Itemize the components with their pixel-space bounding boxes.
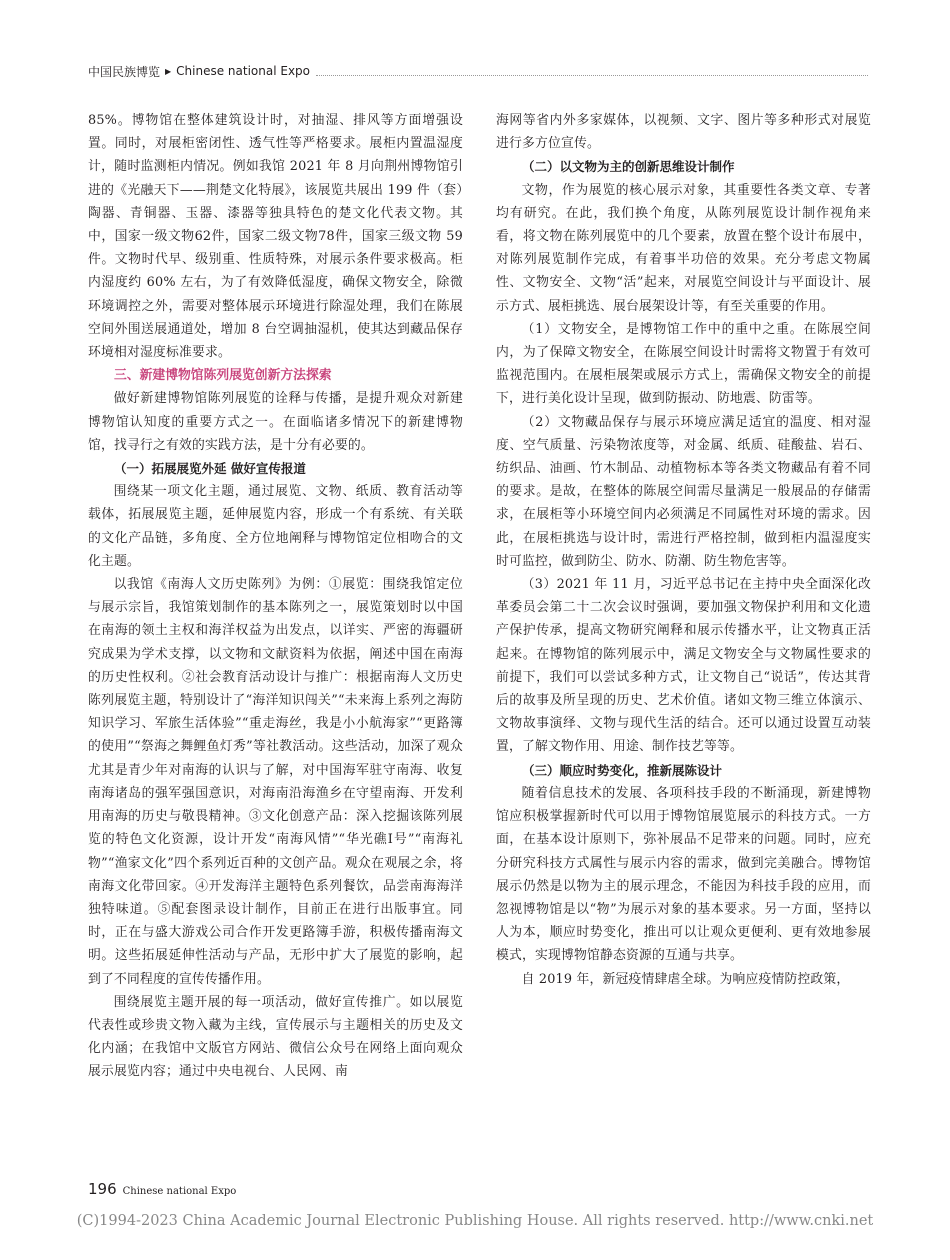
footer-journal-name: Chinese national Expo xyxy=(122,1186,237,1197)
right-column xyxy=(496,109,871,991)
paragraph: 围绕展览主题开展的每一项活动，做好宣传推广。如以展览代表性或珍贵文物入藏为主线，宣传展示与主题相关的历史及文化内涵；在我馆中文版官方网站、微信公众号在网络上面向观众展示展览内容；通过中央电视台、人民网、南 xyxy=(88,994,463,1080)
header-dotted-rule xyxy=(316,67,868,76)
paragraph: （1）文物安全，是博物馆工作中的重中之重。在陈展空间内，为了保障文物安全，在陈展空间设计时需将文物置于有效可监视范围内。在展柜展架或展示方式上，需确保文物安全的前提下，进行美化设计呈现，做到防振动、防地震、防雷等。 xyxy=(496,321,871,407)
paragraph: 做好新建博物馆陈列展览的诠释与传播，是提升观众对新建博物馆认知度的重要方式之一。在面临诸多情况下的新建博物馆，找寻行之有效的实践方法，是十分有必要的。 xyxy=(88,391,463,453)
journal-title-en: Chinese national Expo xyxy=(176,64,311,78)
paragraph: 自 2019 年，新冠疫情肆虐全球。为响应疫情防控政策， xyxy=(521,971,850,987)
subsection-heading: （三）顺应时势变化，推新展陈设计 xyxy=(522,762,723,778)
triangle-right-icon: ▶ xyxy=(165,66,172,76)
paragraph: （3）2021 年 11 月，习近平总书记在主持中央全面深化改革委员会第二十二次会议时强调，要加强文物保护利用和文化遗产保护传承，提高文物研究阐释和展示传播水平，让文物真正活起来。在博物馆的陈列展示中，满足文物安全与文物属性要求的前提下，我们可以尝试多种方式，让文物自己“说话”，传达其背后的故事及所呈现的历史、艺术价值。诸如文物三维立体演示、文物故事演绎、文物与现代生活的结合。还可以通过设置互动装置，了解文物作用、用途、制作技艺等等。 xyxy=(496,577,871,755)
paragraph: 文物，作为展览的核心展示对象，其重要性各类文章、专著均有研究。在此，我们换个角度，从陈列展览设计制作视角来看，将文物在陈列展览中的几个要素，放置在整个设计布展中，对陈列展览制作完成，有着事半功倍的效果。充分考虑文物属性、文物安全、文物“活”起来，对展览空间设计与平面设计、展示方式、展柜挑选、展台展架设计等，有至关重要的作用。 xyxy=(496,182,871,314)
journal-title-cn: 中国民族博览 xyxy=(88,64,161,79)
paragraph: 以我馆《南海人文历史陈列》为例：①展览：围绕我馆定位与展示宗旨，我馆策划制作的基本陈列之一，展览策划时以中国在南海的领土主权和海洋权益为出发点，以详实、严密的海疆研究成果为学术支撑，以文物和文献资料为依据，阐述中国在南海的历史性权利。②社会教育活动设计与推广：根据南海人文历史陈列展览主题，特别设计了“海洋知识闯关”“未来海上系列之海防知识学习、军旅生活体验”“重走海丝，我是小小航海家”“更路簿的使用”“祭海之舞鲤鱼灯秀”等社教活动。这些活动，加深了观众尤其是青少年对南海的认识与了解，对中国海军驻守南海、收复南海诸岛的强军强国意识，对海南沿海渔乡在守望南海、开发利用南海的历史与敬畏精神。③文化创意产品：深入挖掘该陈列展览的特色文化资源，设计开发“南海风情”“华光礁Ⅰ号”“南海礼物”“渔家文化”四个系列近百种的文创产品。观众在观展之余，将南海文化带回家。④开发海洋主题特色系列餐饮，品尝南海海洋独特味道。⑤配套图录设计制作，目前正在进行出版事宜。同时，正在与盛大游戏公司合作开发更路簿手游，积极传播南海文明。这些拓展延伸性活动与产品，无形中扩大了展览的影响，起到了不同程度的宣传传播作用。 xyxy=(88,577,463,987)
paragraph: 85%。博物馆在整体建筑设计时，对抽湿、排风等方面增强设置。同时，对展柜密闭性、透气性等严格要求。展柜内置温湿度计，随时监测柜内情况。例如我馆 2021 年 8 月向荆州博物馆引进的《光融天下——荆楚文化特展》，该展览共展出 199 件（套）陶器、青铜器、玉器、漆器等独具特色的楚文化代表文物。其中，国家一级文物62件，国家二级文物78件，国家三级文物 59 件。文物时代早、级别重、性质特殊，对展示条件要求极高。柜内湿度约 60% 左右，为了有效降低湿度，确保文物安全，除微环境调控之外，需要对整体展示环境进行除湿处理，我们在陈展空间外围送展通道处，增加 8 台空调抽湿机，使其达到藏品保存环境相对湿度标准要求。 xyxy=(88,113,463,361)
page-footer xyxy=(88,1180,236,1198)
paragraph: （2）文物藏品保存与展示环境应满足适宜的温度、相对湿度、空气质量、污染物浓度等，对金属、纸质、硅酸盐、岩石、纺织品、油画、竹木制品、动植物标本等各类文物藏品有着不同的要求。是故，在整体的陈展空间需尽量满足一般展品的存储需求，在展柜等小环境空间内必须满足不同属性对环境的需求。因此，在展柜挑选与设计时，需进行严格控制，做到柜内温湿度实时可监控，做到防尘、防水、防潮、防生物危害等。 xyxy=(496,414,871,569)
paragraph: 围绕某一项文化主题，通过展览、文物、纸质、教育活动等载体，拓展展览主题，延伸展览内容，形成一个有系统、有关联的文化产品链，多角度、全方位地阐释与博物馆定位相吻合的文化主题。 xyxy=(88,484,463,569)
subsection-heading: （一）拓展展览外延 做好宣传报道 xyxy=(114,461,306,477)
left-column xyxy=(88,109,463,1084)
paragraph: 海网等省内外多家媒体，以视频、文字、图片等多种形式对展览进行多方位宣传。 xyxy=(496,113,871,152)
running-header xyxy=(88,62,868,80)
page-number: 196 xyxy=(88,1180,117,1198)
subsection-heading: （二）以文物为主的创新思维设计制作 xyxy=(522,159,735,175)
copyright-watermark: (C)1994-2023 China Academic Journal Electronic Publishing House. All rights reserved. http://www.cnki.net xyxy=(76,1213,874,1229)
section-heading: 三、新建博物馆陈列展览创新方法探索 xyxy=(114,368,332,384)
paragraph: 随着信息技术的发展、各项科技手段的不断涌现，新建博物馆应积极掌握新时代可以用于博物馆展览展示的科技方式。一方面，在基本设计原则下，弥补展品不足带来的问题。同时，应充分研究科技方式属性与展示内容的需求，做到完美融合。博物馆展示仍然是以物为主的展示理念，不能因为科技手段的应用，而忽视博物馆是以“物”为展示对象的基本要求。另一方面，坚持以人为本，顺应时势变化，推出可以让观众更便利、更有效地参展模式，实现博物馆静态资源的互通与共享。 xyxy=(496,785,871,964)
